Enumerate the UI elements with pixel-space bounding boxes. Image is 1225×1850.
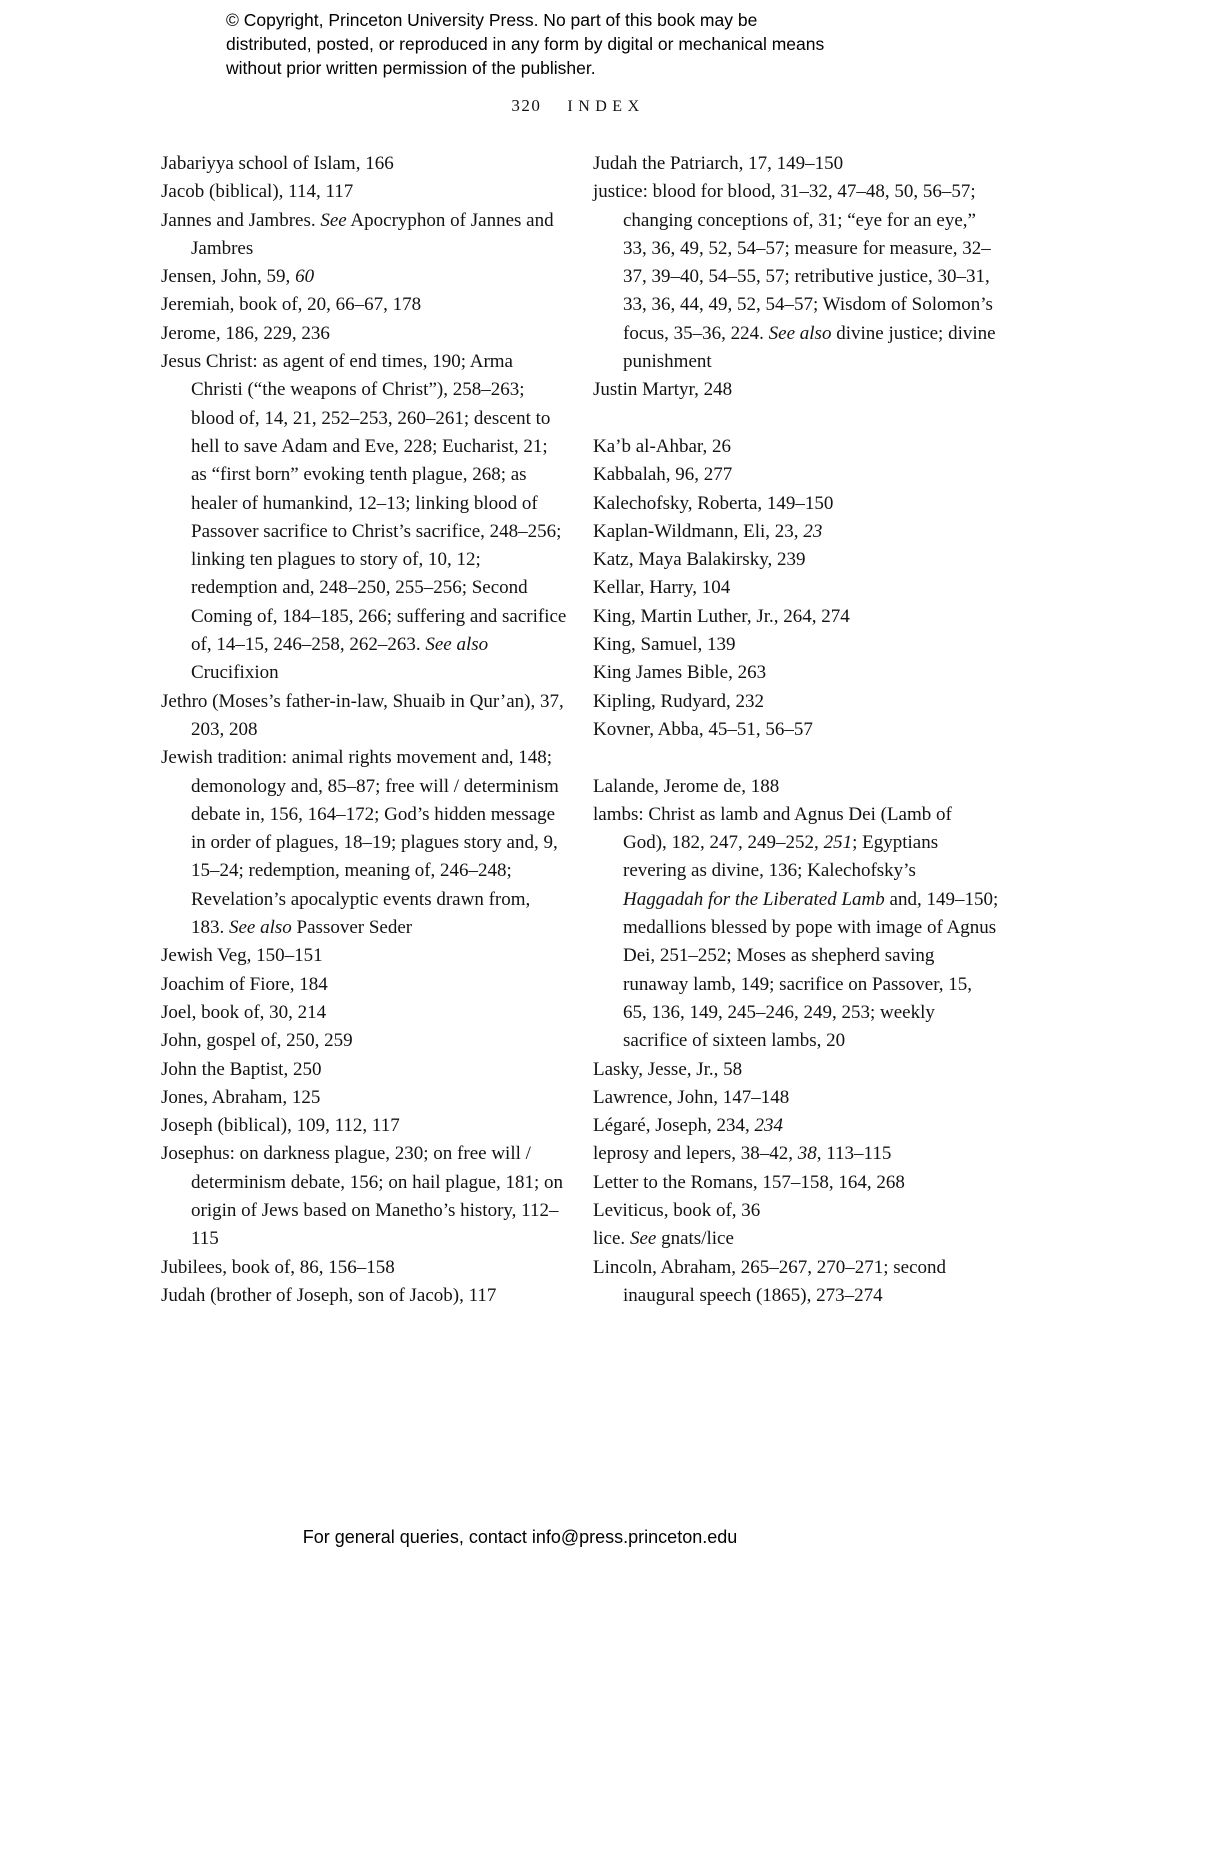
running-head <box>160 96 996 116</box>
index-entry-text: Kaplan-Wildmann, Eli, 23, <box>593 520 804 542</box>
index-entry-text: Ka’b al-Ahbar, 26 <box>593 435 731 457</box>
index-entry-italic-text: See <box>629 1228 657 1250</box>
index-entry-text: John the Baptist, 250 <box>161 1058 322 1080</box>
index-entry-italic-text: 234 <box>754 1115 783 1137</box>
index-entry <box>161 207 567 264</box>
index-column-right <box>593 150 999 1310</box>
index-entry-text: Kipling, Rudyard, 232 <box>593 690 764 712</box>
index-entry <box>593 1140 999 1168</box>
index-entry <box>593 376 999 404</box>
index-entry-text: Kellar, Harry, 104 <box>593 577 731 599</box>
index-entry <box>593 1225 999 1253</box>
copyright-notice: © Copyright, Princeton University Press. No part of this book may be distributed, posted, or reproduced in any form by digital or mechanical means without prior written permission of the publisher. <box>226 10 825 78</box>
index-entry-text: leprosy and lepers, 38–42, <box>593 1143 798 1165</box>
index-entry <box>161 291 567 319</box>
index-entry-text: Justin Martyr, 248 <box>593 379 733 401</box>
index-entry <box>593 659 999 687</box>
index-entry-text: Kabbalah, 96, 277 <box>593 464 733 486</box>
index-entry <box>593 1169 999 1197</box>
index-entry-italic-text: 60 <box>295 266 315 288</box>
footer-query-note: For general queries, contact info@press.princeton.edu <box>302 1527 738 1547</box>
index-entry <box>593 574 999 602</box>
page-number: 320 <box>511 96 542 115</box>
index-entry-text: lice. <box>593 1228 630 1250</box>
index-entry-text: Jethro (Moses’s father-in-law, Shuaib in Qur’an), 37, 203, 208 <box>161 690 564 740</box>
index-entry <box>593 801 999 1056</box>
index-entry <box>161 1084 567 1112</box>
index-entry <box>161 1112 567 1140</box>
index-entry <box>161 999 567 1027</box>
index-entry-text: Lalande, Jerome de, 188 <box>593 775 780 797</box>
index-entry-italic-text: 23 <box>803 520 823 542</box>
index-entry-text: John, gospel of, 250, 259 <box>161 1030 353 1052</box>
index-entry-italic-text: 251 <box>823 832 853 854</box>
index-entry <box>593 1084 999 1112</box>
index-entry <box>161 1140 567 1253</box>
index-entry <box>593 773 999 801</box>
index-entry <box>161 178 567 206</box>
index-entry-text: Kalechofsky, Roberta, 149–150 <box>593 492 834 514</box>
index-entry-text: and, 149–150; medallions blessed by pope with image of Agnus Dei, 251–252; Moses as shepherd saving runaway lamb, 149; sacrifice on Passover, 15, 65, 136, 149, 245–246, 249, 253; weekly sacrifice of sixteen lambs, 20 <box>623 888 999 1052</box>
index-entry-italic-text: Haggadah for the Liberated Lamb <box>623 888 885 910</box>
index-entry-text: Jensen, John, 59, <box>161 266 296 288</box>
index-entry-italic-text: See also <box>425 634 489 656</box>
index-entry-text: Jones, Abraham, 125 <box>161 1086 321 1108</box>
index-entry <box>161 320 567 348</box>
index-entry <box>161 1254 567 1282</box>
index-entry <box>161 744 567 942</box>
index-entry-italic-text: See also <box>229 917 292 939</box>
index-entry-text: Lincoln, Abraham, 265–267, 270–271; second inaugural speech (1865), 273–274 <box>593 1256 947 1306</box>
index-entry <box>161 263 567 291</box>
index-entry <box>161 942 567 970</box>
index-entry <box>161 1282 567 1310</box>
index-entry <box>593 490 999 518</box>
index-entry-text: Katz, Maya Balakirsky, 239 <box>593 549 806 571</box>
index-entry <box>593 716 999 744</box>
index-entry-text: Apocryphon of Jannes and Jambres <box>191 209 554 259</box>
index-entry-text: gnats/lice <box>656 1228 734 1250</box>
index-entry-text: Jannes and Jambres. <box>161 209 321 231</box>
index-entry-italic-text: See also <box>768 322 832 344</box>
index-entry-italic-text: 38 <box>797 1143 817 1165</box>
index-entry-text: Letter to the Romans, 157–158, 164, 268 <box>593 1171 905 1193</box>
index-entry-italic-text: See <box>320 209 347 231</box>
index-column-left <box>161 150 567 1310</box>
index-entry-text: Jubilees, book of, 86, 156–158 <box>161 1256 395 1278</box>
index-entry-text: Leviticus, book of, 36 <box>593 1199 761 1221</box>
index-entry-text: Joachim of Fiore, 184 <box>161 973 328 995</box>
index-entry <box>161 971 567 999</box>
index-entry <box>593 688 999 716</box>
index-entry <box>161 1056 567 1084</box>
index-entry-text: Judah the Patriarch, 17, 149–150 <box>593 153 844 174</box>
index-entry-text: King, Samuel, 139 <box>593 634 736 656</box>
index-entry <box>593 1112 999 1140</box>
index-entry <box>593 433 999 461</box>
index-entry <box>161 348 567 688</box>
index-entry-text: ; Egyptians revering as divine, 136; Kalechofsky’s <box>623 832 939 882</box>
index-entry-text: Jesus Christ: as agent of end times, 190; Arma Christi (“the weapons of Christ”), 258–263; blood of, 14, 21, 252–253, 260–261; descent to hell to save Adam and Eve, 228; Eucharist, 21; as “first born” evoking tenth plague, 268; as healer of humankind, 12–13; linking blood of Passover sacrifice to Christ’s sacrifice, 248–256; linking ten plagues to story of, 10, 12; redemption and, 248–250, 255–256; Second Coming of, 184–185, 266; suffering and sacrifice of, 14–15, 246–258, 262–263. <box>161 351 567 656</box>
index-entry-text: lambs: Christ as lamb and Agnus Dei (Lamb of God), 182, 247, 249–252, <box>593 803 952 854</box>
index-entry-text: Légaré, Joseph, 234, <box>593 1115 755 1137</box>
index-entry <box>593 1056 999 1084</box>
index-entry-text: Joel, book of, 30, 214 <box>161 1001 327 1023</box>
index-entry <box>593 546 999 574</box>
index-entry <box>593 1197 999 1225</box>
index-entry <box>593 518 999 546</box>
page-header-title: INDEX <box>567 98 645 115</box>
index-entry-text: Kovner, Abba, 45–51, 56–57 <box>593 718 813 740</box>
index-entry-text: Lawrence, John, 147–148 <box>593 1086 790 1108</box>
index-entry-text: Joseph (biblical), 109, 112, 117 <box>161 1115 400 1137</box>
index-entry-text: Jewish Veg, 150–151 <box>161 945 323 967</box>
index-entry-text: Jabariyya school of Islam, 166 <box>161 153 394 174</box>
index-entry-text: Jewish tradition: animal rights movement and, 148; demonology and, 85–87; free will / determinism debate in, 156, 164–172; God’s hidden message in order of plagues, 18–19; plagues story and, 9, 15–24; redemption, meaning of, 246–248; Revelation’s apocalyptic events drawn from, 183. <box>161 747 559 939</box>
index-entry-text: Jacob (biblical), 114, 117 <box>161 181 354 203</box>
index-columns <box>161 150 999 1310</box>
index-entry <box>593 461 999 489</box>
index-entry-text: Lasky, Jesse, Jr., 58 <box>593 1058 743 1080</box>
index-entry <box>593 603 999 631</box>
index-entry-text: Jerome, 186, 229, 236 <box>161 322 330 344</box>
index-entry-text: Passover Seder <box>291 917 413 939</box>
index-entry <box>593 631 999 659</box>
index-entry-text: King James Bible, 263 <box>593 662 767 684</box>
index-entry <box>161 688 567 745</box>
index-entry-text: Judah (brother of Joseph, son of Jacob), 117 <box>161 1284 497 1306</box>
index-entry <box>593 1254 999 1311</box>
index-entry-text: Josephus: on darkness plague, 230; on free will / determinism debate, 156; on hail plague, 181; on origin of Jews based on Manetho’s history, 112–115 <box>161 1143 564 1250</box>
index-entry-text: Crucifixion <box>191 662 279 684</box>
index-entry <box>161 1027 567 1055</box>
index-entry-text: King, Martin Luther, Jr., 264, 274 <box>593 605 850 627</box>
index-entry <box>161 150 567 178</box>
index-entry-text: divine justice; divine punishment <box>623 322 996 373</box>
index-entry <box>593 178 999 376</box>
index-entry <box>593 150 999 178</box>
index-entry-text: justice: blood for blood, 31–32, 47–48, 50, 56–57; changing conceptions of, 31; “eye for an eye,” 33, 36, 49, 52, 54–57; measure for measure, 32–37, 39–40, 54–55, 57; retributive justice, 30–31, 33, 36, 44, 49, 52, 54–57; Wisdom of Solomon’s focus, 35–36, 224. <box>593 181 993 344</box>
index-entry-text: Jeremiah, book of, 20, 66–67, 178 <box>161 294 422 316</box>
index-entry-text: , 113–115 <box>816 1143 892 1165</box>
